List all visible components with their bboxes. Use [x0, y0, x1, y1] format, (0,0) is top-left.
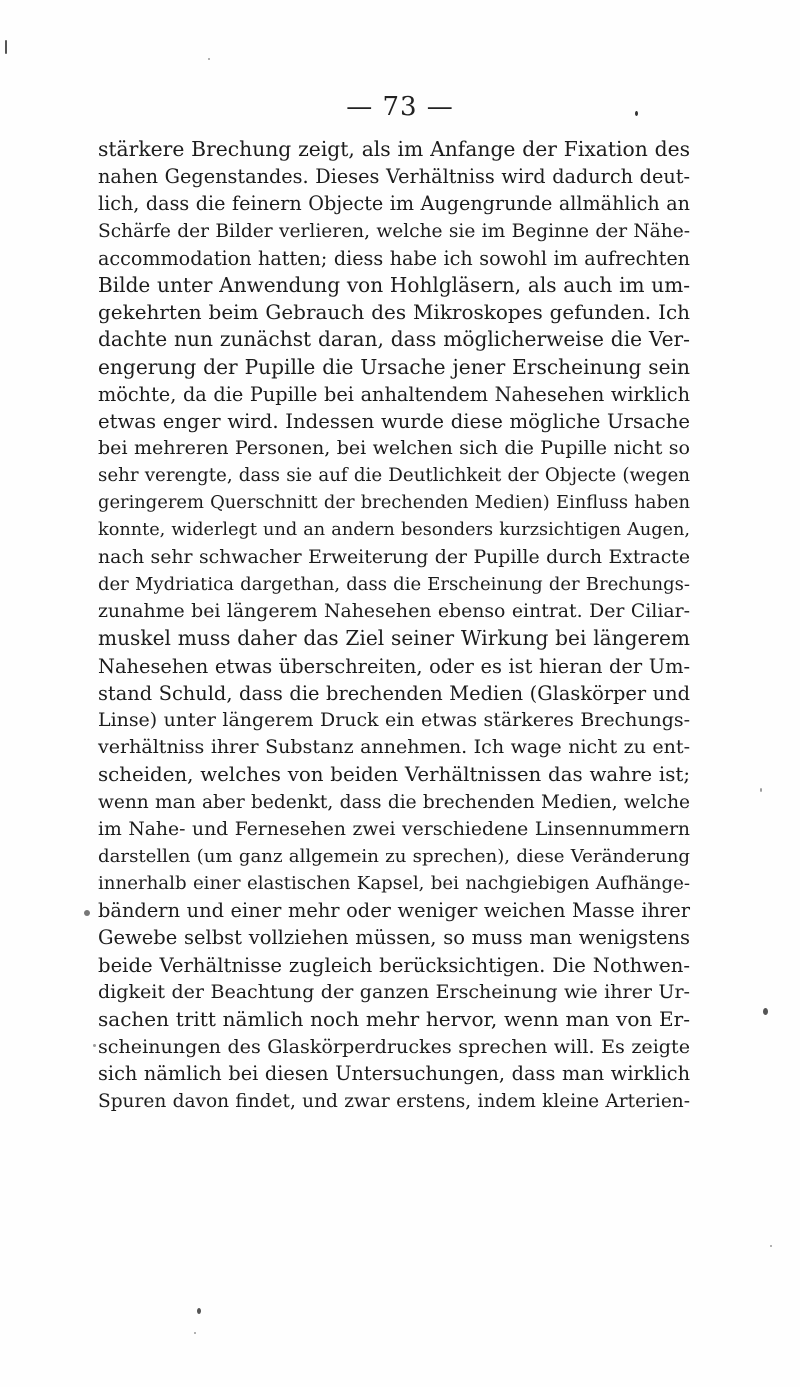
scan-speck	[635, 111, 638, 116]
text-line: im Nahe- und Fernesehen zwei verschiedene Linsennummern	[98, 818, 690, 840]
text-line: Bilde unter Anwendung von Hohlgläsern, als auch im um-	[98, 272, 690, 297]
text-line: stand Schuld, dass die brechenden Medien (Glaskörper und	[98, 681, 690, 705]
scan-speck	[5, 40, 7, 54]
text-line: Nahesehen etwas überschreiten, oder es ist hieran der Um-	[98, 654, 690, 678]
text-line: sehr verengte, dass sie auf die Deutlichkeit der Objecte (wegen	[98, 465, 690, 487]
scan-speck	[84, 910, 90, 916]
text-line: der Mydriatica dargethan, dass die Erscheinung der Brechungs-	[98, 574, 690, 595]
text-line: scheiden, welches von beiden Verhältnissen das wahre ist;	[98, 763, 690, 787]
scan-speck	[208, 58, 210, 60]
text-line: digkeit der Beachtung der ganzen Erscheinung wie ihrer Ur-	[98, 980, 690, 1003]
text-line: etwas enger wird. Indessen wurde diese mögliche Ursache	[98, 409, 690, 433]
text-line: Spuren davon findet, und zwar erstens, indem kleine Arterien-	[98, 1090, 690, 1112]
scan-speck	[770, 1245, 772, 1247]
scan-speck	[197, 1308, 201, 1314]
text-line: nahen Gegenstandes. Dieses Verhältniss wird dadurch deut-	[98, 165, 690, 189]
page-number: — 73 —	[346, 92, 454, 122]
text-line: innerhalb einer elastischen Kapsel, bei nachgiebigen Aufhänge-	[98, 873, 690, 895]
text-line: gekehrten beim Gebrauch des Mikroskopes gefunden. Ich	[98, 300, 690, 325]
text-line: Gewebe selbst vollziehen müssen, so muss man wenigstens	[98, 926, 690, 950]
text-line: bei mehreren Personen, bei welchen sich die Pupille nicht so	[98, 437, 690, 460]
text-line: darstellen (um ganz allgemein zu sprechen), diese Veränderung	[98, 845, 690, 867]
text-line: lich, dass die feinern Objecte im Augengrunde allmählich an	[98, 192, 690, 216]
text-line: stärkere Brechung zeigt, als im Anfange der Fixation des	[98, 137, 690, 161]
text-line: zunahme bei längerem Nahesehen ebenso eintrat. Der Ciliar-	[98, 600, 690, 623]
scan-speck	[93, 1044, 96, 1047]
text-line: beide Verhältnisse zugleich berücksichtigen. Die Nothwen-	[98, 953, 690, 977]
text-line: möchte, da die Pupille bei anhaltendem Nahesehen wirklich	[98, 382, 690, 406]
text-line: dachte nun zunächst daran, dass möglicherweise die Ver-	[98, 327, 690, 352]
text-line: accommodation hatten; diess habe ich sowohl im aufrechten	[98, 246, 690, 270]
text-line: sachen tritt nämlich noch mehr hervor, wenn man von Er-	[98, 1007, 690, 1031]
body-text	[98, 136, 690, 1115]
text-line: Schärfe der Bilder verlieren, welche sie im Beginne der Nähe-	[98, 220, 690, 242]
text-line: bändern und einer mehr oder weniger weichen Masse ihrer	[98, 899, 690, 923]
scan-speck	[760, 788, 762, 792]
text-line: scheinungen des Glaskörperdruckes sprechen will. Es zeigte	[98, 1035, 690, 1059]
text-line: geringerem Querschnitt der brechenden Medien) Einfluss haben	[98, 492, 690, 514]
text-line: Linse) unter längerem Druck ein etwas stärkeres Brechungs-	[98, 708, 690, 731]
text-line: engerung der Pupille die Ursache jener Erscheinung sein	[98, 354, 690, 379]
scan-speck	[763, 1008, 768, 1015]
text-line: muskel muss daher das Ziel seiner Wirkung bei längerem	[98, 626, 690, 651]
text-line: konnte, widerlegt und an andern besonders kurzsichtigen Augen,	[98, 519, 690, 540]
text-line: sich nämlich bei diesen Untersuchungen, dass man wirklich	[98, 1062, 690, 1086]
scan-speck	[194, 1332, 196, 1334]
text-line: verhältniss ihrer Substanz annehmen. Ich wage nicht zu ent-	[98, 736, 690, 759]
text-line: nach sehr schwacher Erweiterung der Pupille durch Extracte	[98, 545, 690, 568]
text-line: wenn man aber bedenkt, dass die brechenden Medien, welche	[98, 791, 690, 813]
